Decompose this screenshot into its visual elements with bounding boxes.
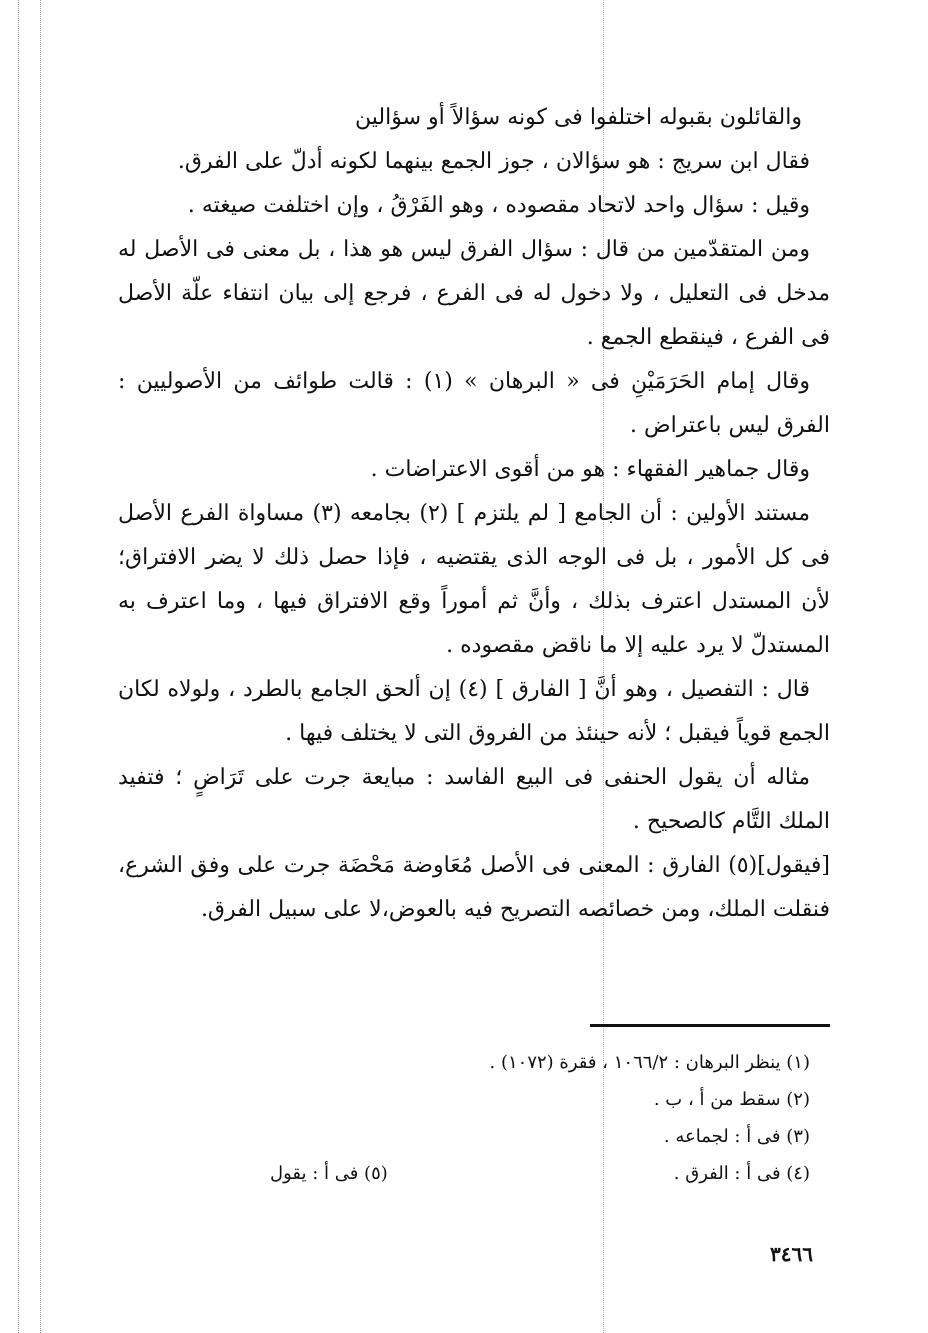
footnote-1: (١) ينظر البرهان : ١٠٦٦/٢ ، فقرة (١٠٧٢) . bbox=[489, 1052, 810, 1073]
left-margin-guide bbox=[18, 0, 19, 1333]
paragraph-2: فقال ابن سريج : هو سؤالان ، جوز الجمع بينهما لكونه أدلّ على الفرق. bbox=[177, 149, 810, 174]
footnote-2: (٢) سقط من أ ، ب . bbox=[653, 1089, 810, 1110]
paragraph-7: مستند الأولين : أن الجامع [ لم يلتزم ] (٢) بجامعه (٣) مساواة الفرع الأصل فى كل الأمور ، بل فى الوجه الذى يقتضيه ، فإذا حصل ذلك لا يضر الافتراق؛ لأن المستدل اعترف بذلك ، وأنَّ ثم أموراً وقع الافتراق فيها ، وما اعترف به المستدلّ لا يرد عليه إلا ما ناقض مقصوده . bbox=[118, 501, 830, 658]
footnote-5: (٥) فى أ : يقول bbox=[270, 1163, 388, 1184]
paragraph-5: وقال إمام الحَرَمَيْنِ فى « البرهان » (١) : قالت طوائف من الأصوليين : الفرق ليس باعتراض . bbox=[118, 369, 830, 438]
footnote-3: (٣) فى أ : لجماعه . bbox=[663, 1126, 810, 1147]
left-margin-guide-inner bbox=[40, 0, 41, 1333]
paragraph-6: وقال جماهير الفقهاء : هو من أقوى الاعتراضات . bbox=[370, 457, 810, 482]
footnote-row-4-5 bbox=[270, 1155, 810, 1192]
footnotes bbox=[270, 1044, 810, 1192]
paragraph-9: مثاله أن يقول الحنفى فى البيع الفاسد : مبايعة جرت على تَرَاضٍ ؛ فتفيد الملك التَّام كالصحيح . bbox=[118, 765, 830, 834]
paragraph-4: ومن المتقدّمين من قال : سؤال الفرق ليس هو هذا ، بل معنى فى الأصل له مدخل فى التعليل ، ولا دخول له فى الفرع ، فرجع إلى بيان انتفاء علّة الأصل فى الفرع ، فينقطع الجمع . bbox=[118, 237, 830, 350]
paragraph-1: والقائلون بقبوله اختلفوا فى كونه سؤالاً أو سؤالين bbox=[355, 105, 802, 130]
paragraph-8: قال : التفصيل ، وهو أنَّ [ الفارق ] (٤) إن ألحق الجامع بالطرد ، ولولاه لكان الجمع قوياً فيقبل ؛ لأنه حينئذ من الفروق التى لا يختلف فيها . bbox=[118, 677, 830, 746]
footnote-4: (٤) فى أ : الفرق . bbox=[673, 1163, 810, 1184]
page-number: ٣٤٦٦ bbox=[770, 1242, 813, 1266]
main-text bbox=[118, 96, 830, 932]
paragraph-3: وقيل : سؤال واحد لاتحاد مقصوده ، وهو الفَرْقُ ، وإن اختلفت صيغته . bbox=[187, 193, 810, 218]
footnote-separator bbox=[590, 1024, 830, 1027]
paragraph-10: [فيقول](٥) الفارق : المعنى فى الأصل مُعَاوضة مَحْضَة جرت على وفق الشرع، فنقلت الملك، ومن خصائصه التصريح فيه بالعوض،لا على سبيل الفرق. bbox=[118, 853, 830, 922]
